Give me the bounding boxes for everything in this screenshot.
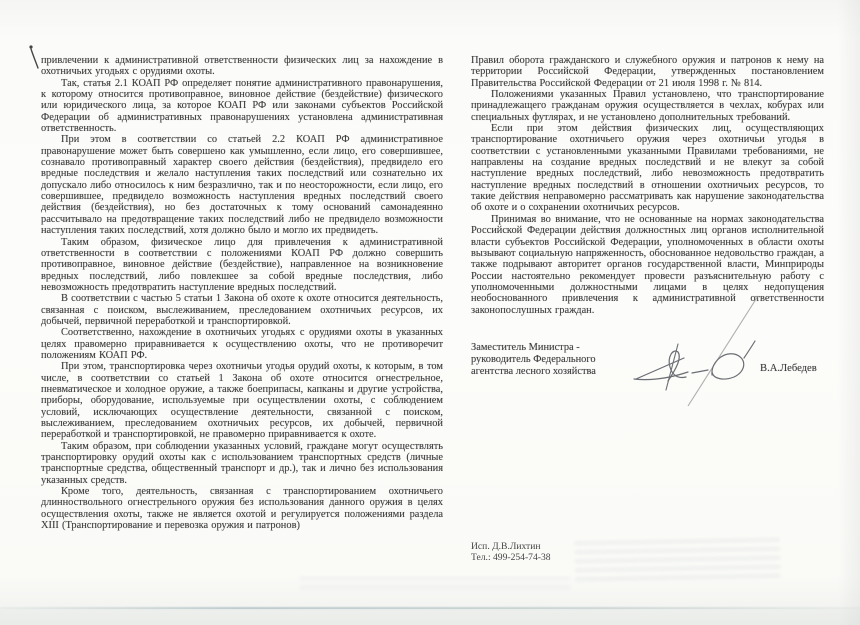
paragraph: Если при этом действия физических лиц, осуществляющих транспортирование охотничьего оружия через охотничьи угодья в соответствии с установленными указанными Правилами требованиями, не направлены на создание вредных последствий и не влекут за собой наступление вредных последствий, либо невозможность предотвратить наступление вредных последствий в отношении охотничьих ресурсов, то такие действия неправомерно рассматривать как нарушение законодательства об охоте и о сохранении охотничьих ресурсов. xyxy=(471,123,824,214)
scanner-background xyxy=(0,609,860,625)
bleedthrough-mark xyxy=(575,538,781,584)
executor-name: Исп. Д.В.Лихтин xyxy=(471,541,541,552)
paragraph: Так, статья 2.1 КОАП РФ определяет понятие административного правонарушения, к которому относится противоправное, виновное действие (бездействие) физического или юридического лица, за которое КОАП РФ или законами субъектов Российской Федерации об административных правонарушениях установлена административная ответственность. xyxy=(41,77,443,135)
left-text-column xyxy=(41,55,443,531)
paragraph: При этом, транспортировка через охотничьи угодья орудий охоты, к которым, в том числе, в соответствии со статьей 1 Закона об охоте относится огнестрельное, пневматическое и холодное оружие, а также боеприпасы, капканы и другие устройства, приборы, оборудование, используемые при осуществлении охоты, с соблюдением условий, исключающих осуществление деятельности, связанной с поиском, выслеживанием, преследованием охотничьих ресурсов, их добычей, первичной переработкой и транспортировкой, не правомерно приравнивается к охоте. xyxy=(41,361,443,441)
paragraph: При этом в соответствии со статьей 2.2 КОАП РФ административное правонарушение может быть совершено как умышленно, если лицо, его совершившее, сознавало противоправный характер своего действия (бездействия), предвидело его вредные последствия и желало наступления таких последствий или сознательно их допускало либо относилось к ним безразлично, так и по неосторожности, если лицо, его совершившее, предвидело возможность наступления вредных последствий своего действия (бездействия), но без достаточных к тому оснований самонадеянно рассчитывало на предотвращение таких последствий либо не предвидело возможности наступления таких последствий, хотя должно было и могло их предвидеть. xyxy=(41,134,443,237)
paragraph: В соответствии с частью 5 статьи 1 Закона об охоте к охоте относится деятельность, связанная с поиском, выслеживанием, преследованием охотничьих ресурсов, их добычей, первичной переработкой и транспортировкой. xyxy=(41,293,443,327)
paragraph: Правил оборота гражданского и служебного оружия и патронов к нему на территории Российской Федерации, утвержденных постановлением Правительства Российской Федерации от 21 июля 1998 г. № 814. xyxy=(471,55,824,89)
signer-name: В.А.Лебедев xyxy=(760,363,817,374)
paragraph: Заместитель Министра - xyxy=(471,342,580,353)
bleedthrough-mark xyxy=(300,577,570,589)
paragraph: Таким образом, при соблюдении указанных условий, граждане могут осуществлять транспортировку орудий охоты как с использованием транспортных средств (личные транспортные средства, общественный транспорт и др.), так и лично без использования указанных средств. xyxy=(41,440,443,486)
paragraph: агентства лесного хозяйства xyxy=(471,365,596,377)
signer-title-block xyxy=(471,342,701,378)
paragraph: привлечении к административной ответственности физических лиц за нахождение в охотничьих угодьях с орудиями охоты. xyxy=(41,55,443,78)
paragraph: руководитель Федерального xyxy=(471,353,596,365)
executor-phone: Тел.: 499-254-74-38 xyxy=(471,552,551,564)
paragraph: Кроме того, деятельность, связанная с транспортированием охотничьего длинноствольного огнестрельного оружия без использования данного оружия в целях осуществления охоты, также не является охотой и регулируется положениями раздела XIII (Транспортирование и перевозка оружия и патронов) xyxy=(41,486,443,532)
paragraph: Таким образом, физическое лицо для привлечения к административной ответственности в соответствии с положениями КОАП РФ должно совершить противоправное, виновное действие (бездействие), направленное на возникновение вредных последствий, либо повлекшее за собой вредные последствия, либо невозможность предотвратить наступление вредных последствий. xyxy=(41,236,443,293)
right-text-column xyxy=(471,55,824,316)
paragraph: Принимая во внимание, что не основанные на нормах законодательства Российской Федерации действия должностных лиц органов исполнительной власти субъектов Российской Федерации, уполномоченных в области охоты вызывают социальную напряженность, обоснованное недовольство граждан, а также подрывают авторитет органов государственной власти, Минприроды России настоятельно рекомендует провести разъяснительную работу с уполномоченными должностными лицами в целях недопущения необоснованного привлечения к административной ответственности законопослушных граждан. xyxy=(471,213,824,316)
footer-contact-block xyxy=(471,541,551,563)
paragraph: Положениями указанных Правил установлено, что транспортирование принадлежащего гражданам оружия осуществляется в чехлах, кобурах или специальных футлярах, и не установлено дополнительных требований. xyxy=(471,89,824,123)
paragraph: Соответственно, нахождение в охотничьих угодьях с орудиями охоты в указанных целях правомерно приравнивается к осуществлению охоты, что не противоречит положениям КОАП РФ. xyxy=(41,327,443,361)
